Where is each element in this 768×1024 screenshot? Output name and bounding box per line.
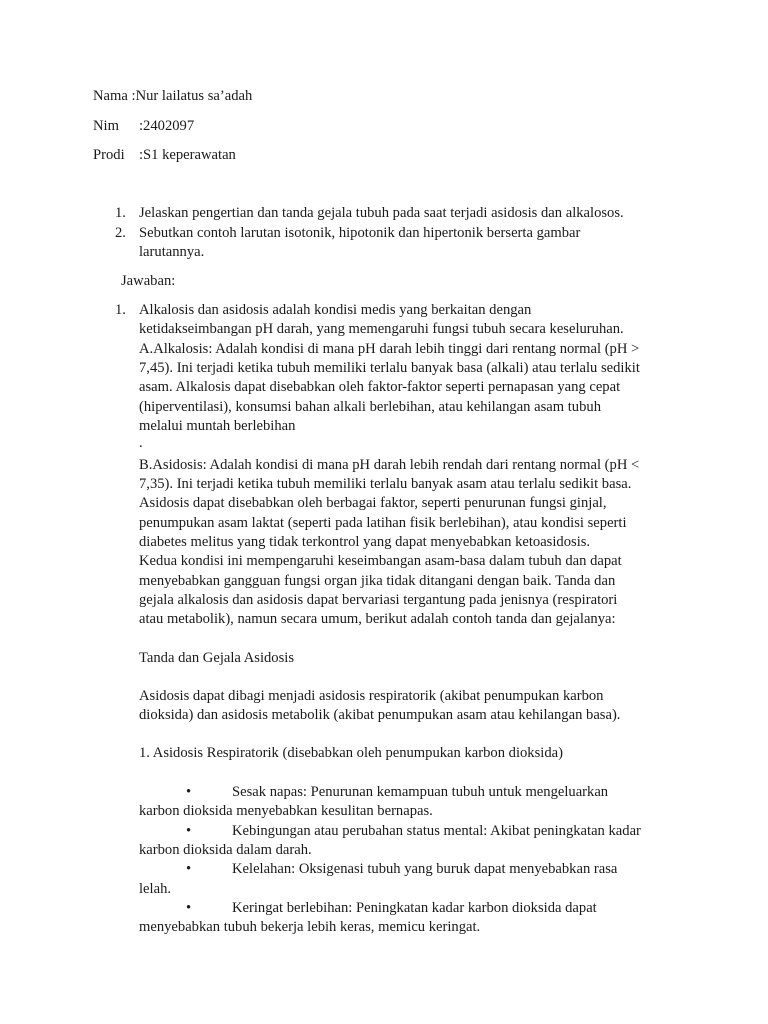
alkalosis-line: A.Alkalosis: Adalah kondisi di mana pH darah lebih tinggi dari rentang normal (pH > <box>139 341 640 357</box>
asidosis-line: Asidosis dapat disebabkan oleh berbagai faktor, seperti penurunan fungsi ginjal, <box>139 495 607 511</box>
nim-label: Nim <box>93 118 119 134</box>
summary-line: gejala alkalosis dan asidosis dapat bervariasi tergantung pada jenisnya (respiratori <box>139 592 618 608</box>
summary-line: Kedua kondisi ini mempengaruhi keseimbangan asam-basa dalam tubuh dan dapat <box>139 553 622 569</box>
bullet-glyph: • <box>186 823 192 839</box>
bullet-text: Kebingungan atau perubahan status mental: Akibat peningkatan kadar <box>232 823 641 839</box>
question-number: 2. <box>115 225 126 241</box>
summary-line: menyebabkan gangguan fungsi organ jika tidak ditangani dengan baik. Tanda dan <box>139 573 616 589</box>
name-label: Nama : <box>93 88 136 104</box>
answer-paragraph-line: Alkalosis dan asidosis adalah kondisi medis yang berkaitan dengan <box>139 302 532 318</box>
bullet-text: Keringat berlebihan: Peningkatan kadar karbon dioksida dapat <box>232 900 597 916</box>
answer-number: 1. <box>115 302 126 318</box>
name-row <box>93 87 252 106</box>
question-number: 1. <box>115 205 126 221</box>
alkalosis-line: . <box>139 435 143 451</box>
alkalosis-line: melalui muntah berlebihan <box>139 418 296 434</box>
asidosis-line: diabetes melitus yang tidak terkontrol yang dapat menyebabkan ketoasidosis. <box>139 534 591 550</box>
alkalosis-line: asam. Alkalosis dapat disebabkan oleh faktor-faktor seperti pernapasan yang cepat <box>139 379 621 395</box>
question-text: Sebutkan contoh larutan isotonik, hipotonik dan hipertonik berserta gambar <box>139 225 581 241</box>
answer-label: Jawaban: <box>121 273 176 289</box>
summary-line: atau metabolik), namun secara umum, berikut adalah contoh tanda dan gejalanya: <box>139 611 616 627</box>
answer-paragraph-line: ketidakseimbangan pH darah, yang memengaruhi fungsi tubuh secara keseluruhan. <box>139 321 624 337</box>
section-intro-line: dioksida) dan asidosis metabolik (akibat penumpukan asam atau kehilangan basa). <box>139 707 621 723</box>
question-text: larutannya. <box>139 244 205 260</box>
prodi-row <box>93 146 236 165</box>
prodi-label: Prodi <box>93 147 125 163</box>
name-value: Nur lailatus sa’adah <box>135 88 253 104</box>
subsection-title: 1. Asidosis Respiratorik (disebabkan oleh penumpukan karbon dioksida) <box>139 745 563 761</box>
bullet-glyph: • <box>186 784 192 800</box>
bullet-glyph: • <box>186 900 192 916</box>
bullet-text: lelah. <box>139 881 172 897</box>
question-text: Jelaskan pengertian dan tanda gejala tubuh pada saat terjadi asidosis dan alkalosos. <box>139 205 624 221</box>
nim-row <box>93 117 194 136</box>
section-title: Tanda dan Gejala Asidosis <box>139 650 295 666</box>
bullet-text: menyebabkan tubuh bekerja lebih keras, memicu keringat. <box>139 919 481 935</box>
bullet-glyph: • <box>186 861 192 877</box>
bullet-text: karbon dioksida dalam darah. <box>139 842 312 858</box>
alkalosis-line: (hiperventilasi), konsumsi bahan alkali berlebihan, atau kehilangan asam tubuh <box>139 399 601 415</box>
section-intro-line: Asidosis dapat dibagi menjadi asidosis respiratorik (akibat penumpukan karbon <box>139 688 604 704</box>
asidosis-line: penumpukan asam laktat (seperti pada latihan fisik berlebihan), atau kondisi seperti <box>139 515 627 531</box>
bullet-text: karbon dioksida menyebabkan kesulitan bernapas. <box>139 803 433 819</box>
asidosis-line: B.Asidosis: Adalah kondisi di mana pH darah lebih rendah dari rentang normal (pH < <box>139 457 640 473</box>
prodi-value: :S1 keperawatan <box>139 147 236 163</box>
bullet-text: Kelelahan: Oksigenasi tubuh yang buruk dapat menyebabkan rasa <box>232 861 618 877</box>
nim-value: :2402097 <box>139 118 195 134</box>
bullet-text: Sesak napas: Penurunan kemampuan tubuh untuk mengeluarkan <box>232 784 609 800</box>
asidosis-line: 7,35). Ini terjadi ketika tubuh memiliki terlalu banyak asam atau terlalu sedikit basa. <box>139 476 632 492</box>
alkalosis-line: 7,45). Ini terjadi ketika tubuh memiliki terlalu banyak basa (alkali) atau terlalu sedikit <box>139 360 640 376</box>
